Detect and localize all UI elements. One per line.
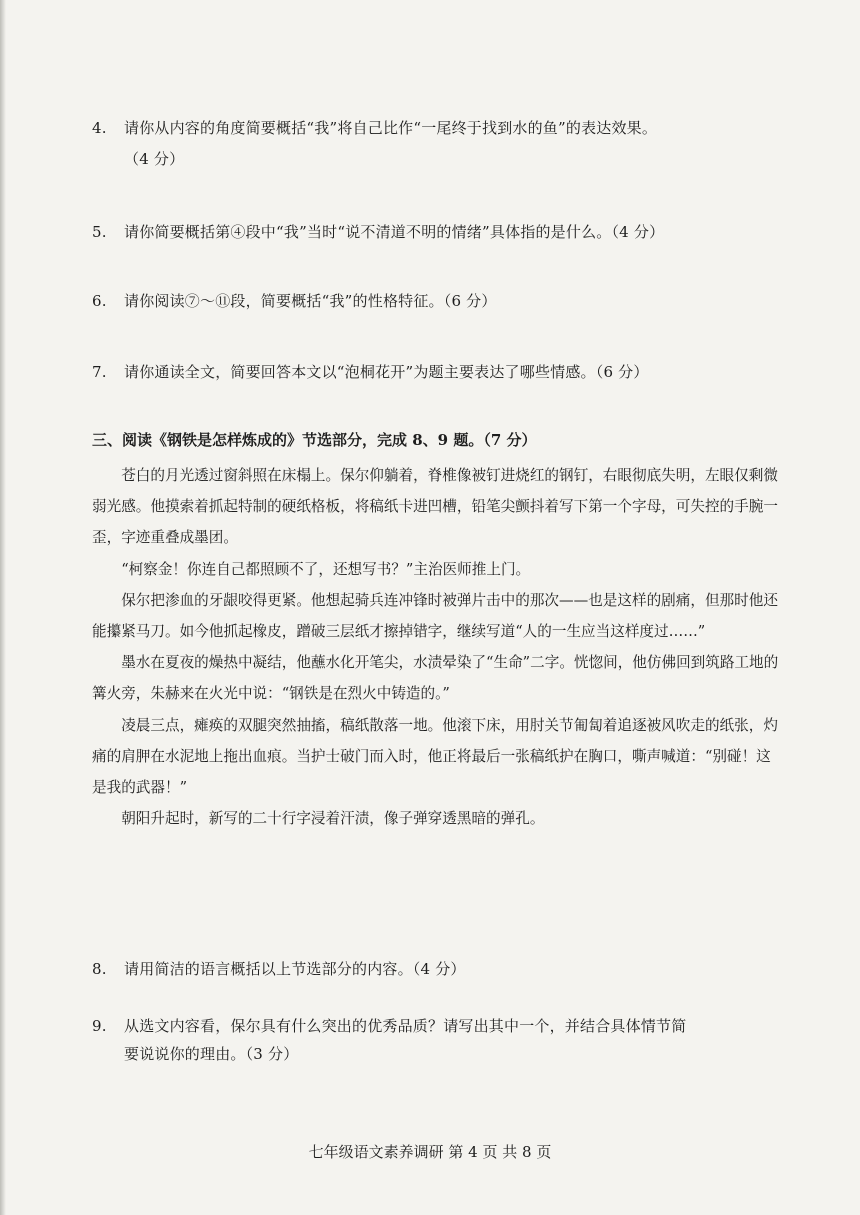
- passage-paragraph: 墨水在夏夜的燥热中凝结，他蘸水化开笔尖，水渍晕染了“生命”二字。恍惚间，他仿佛回到筑路工地的篝火旁，朱赫来在火光中说：“钢铁是在烈火中铸造的。”: [92, 654, 779, 703]
- question-8: [92, 955, 792, 983]
- question-9: [92, 1012, 792, 1068]
- question-number: 7.: [92, 363, 107, 381]
- question-number: 8.: [92, 960, 107, 978]
- question-number: 4.: [92, 119, 107, 137]
- page-footer: 七年级语文素养调研 第 4 页 共 8 页: [308, 1143, 552, 1161]
- question-text: 请用简洁的语言概括以上节选部分的内容。（4 分）: [124, 960, 466, 978]
- scan-edge-shadow: [0, 0, 6, 1215]
- question-number: 5.: [92, 223, 107, 241]
- question-text: 请你阅读⑦～⑪段，简要概括“我”的性格特征。（6 分）: [124, 292, 497, 310]
- question-score: （4 分）: [124, 150, 185, 168]
- question-4: [92, 114, 792, 173]
- passage-paragraph: 苍白的月光透过窗斜照在床榻上。保尔仰躺着，脊椎像被钉进烧红的钢钉，右眼彻底失明，左眼仅剩微弱光感。他摸索着抓起特制的硬纸格板，将稿纸卡进凹槽，铅笔尖颤抖着写下第一个字母，可失控的手腕一歪，字迹重叠成墨团。: [92, 467, 778, 547]
- passage-paragraph: 保尔把渗血的牙龈咬得更紧。他想起骑兵连冲锋时被弹片击中的那次——也是这样的剧痛，但那时他还能攥紧马刀。如今他抓起橡皮，蹭破三层纸才擦掉错字，继续写道“人的一生应当这样度过……”: [92, 591, 778, 641]
- question-text: 请你通读全文，简要回答本文以“泡桐花开”为题主要表达了哪些情感。（6 分）: [124, 363, 649, 381]
- question-text: 请你简要概括第④段中“我”当时“说不清道不明的情绪”具体指的是什么。（4 分）: [124, 223, 665, 241]
- question-6: [92, 287, 792, 315]
- reading-passage: [92, 460, 782, 834]
- question-text: 从选文内容看，保尔具有什么突出的优秀品质？请写出其中一个，并结合具体情节简: [124, 1017, 687, 1035]
- section-heading: 三、阅读《钢铁是怎样炼成的》节选部分，完成 8、9 题。（7 分）: [92, 431, 537, 449]
- passage-paragraph: “柯察金！你连自己都照顾不了，还想写书？”主治医师推上门。: [121, 560, 531, 578]
- question-text-continued: 要说说你的理由。（3 分）: [124, 1045, 299, 1063]
- question-number: 6.: [92, 292, 107, 310]
- question-text: 请你从内容的角度简要概括“我”将自己比作“一尾终于找到水的鱼”的表达效果。: [124, 119, 658, 137]
- question-5: [92, 218, 792, 246]
- question-number: 9.: [92, 1017, 107, 1035]
- passage-paragraph: 凌晨三点，瘫痪的双腿突然抽搐，稿纸散落一地。他滚下床，用肘关节匍匐着追逐被风吹走的纸张，灼痛的肩胛在水泥地上拖出血痕。当护士破门而入时，他正将最后一张稿纸护在胸口，嘶声喊道：“别碰！这是我的武器！”: [92, 716, 778, 797]
- passage-paragraph: 朝阳升起时，新写的二十行字浸着汗渍，像子弹穿透黑暗的弹孔。: [121, 810, 545, 828]
- question-7: [92, 358, 792, 386]
